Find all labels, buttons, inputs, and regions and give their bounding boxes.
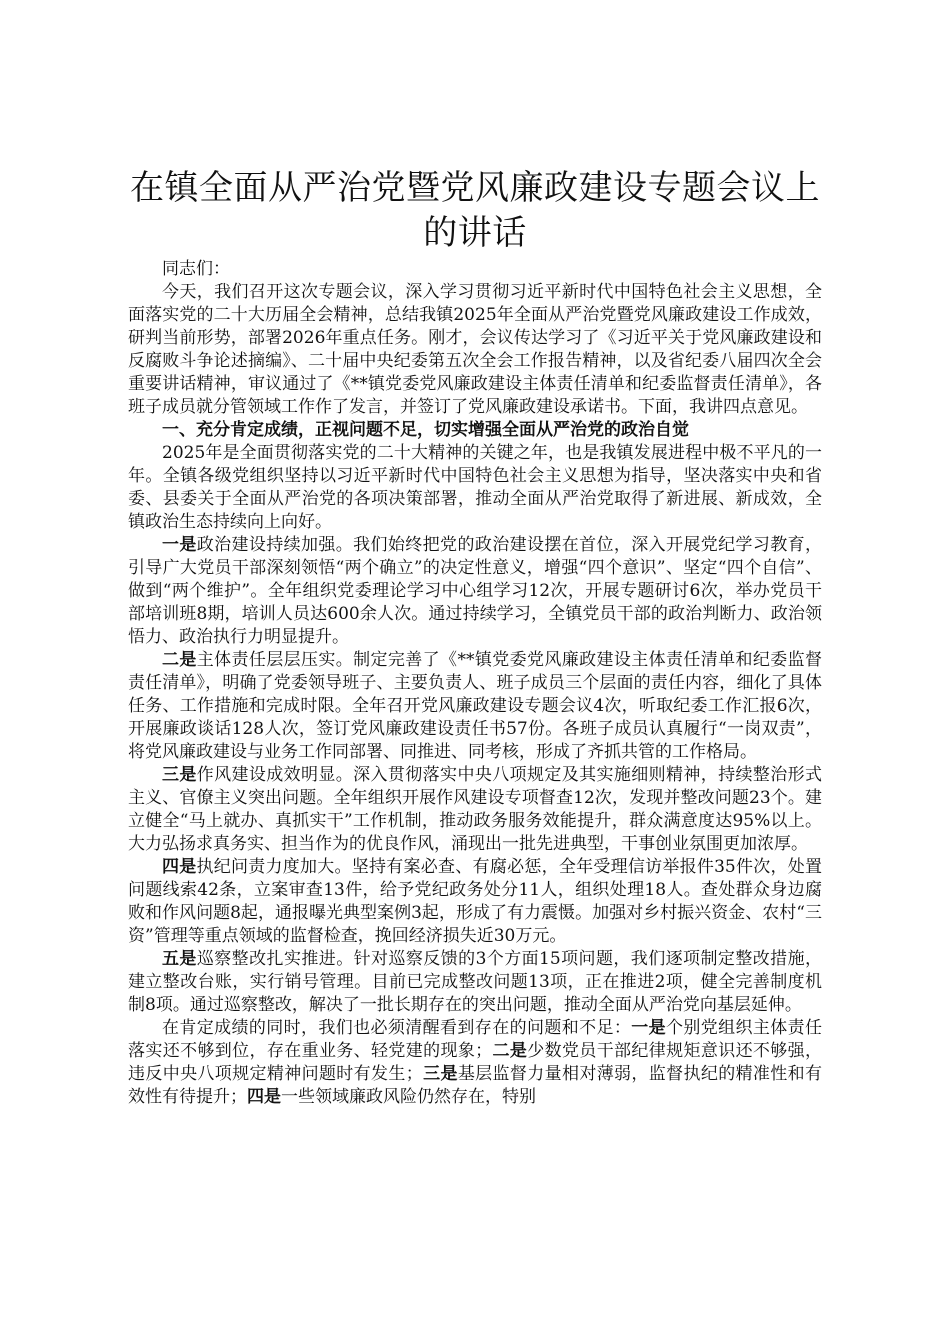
problem-lead: 二是 [492,1041,528,1061]
salutation: 同志们： [162,259,230,279]
section-1-paragraph: 2025年是全面贯彻落实党的二十大精神的关键之年，也是我镇发展进程中极不平凡的一年。全镇各级党组织坚持以习近平新时代中国特色社会主义思想为指导，坚决落实中央和省委、县委关于全面从严治党的各项决策部署，推动全面从严治党取得了新进展、新成效，全镇政治生态持续向上向好。 [128,443,822,532]
achievement-item-4 [128,856,822,948]
item-lead: 二是 [162,650,197,670]
problems-intro: 在肯定成绩的同时，我们也必须清醒看到存在的问题和不足： [162,1018,632,1038]
achievement-item-1 [128,534,822,649]
item-lead: 五是 [162,949,197,969]
achievement-item-2 [128,649,822,764]
item-lead: 三是 [162,765,197,785]
item-text: 作风建设成效明显。深入贯彻落实中央八项规定及其实施细则精神，持续整治形式主义、官僚主义突出问题。全年组织开展作风建设专项督查12次，发现并整改问题23个。建立健全“马上就办、真抓实干”工作机制，推动政务服务效能提升，群众满意度达95%以上。大力弘扬求真务实、担当作为的优良作风，涌现出一批先进典型，干事创业氛围更加浓厚。 [128,765,823,854]
item-lead: 一是 [162,535,197,555]
intro-paragraph: 今天，我们召开这次专题会议，深入学习贯彻习近平新时代中国特色社会主义思想，全面落实党的二十大历届全会精神，总结我镇2025年全面从严治党暨党风廉政建设工作成效，研判当前形势，部署2026年重点任务。刚才，会议传达学习了《习近平关于党风廉政建设和反腐败斗争论述摘编》、二十届中央纪委第五次全会工作报告精神，以及省纪委八届四次全会重要讲话精神，审议通过了《**镇党委党风廉政建设主体责任清单和纪委监督责任清单》，各班子成员就分管领域工作作了发言，并签订了党风廉政建设承诺书。下面，我讲四点意见。 [128,282,822,417]
problems-paragraph [128,1017,822,1109]
achievement-item-5 [128,948,822,1017]
item-text: 巡察整改扎实推进。针对巡察反馈的3个方面15项问题，我们逐项制定整改措施，建立整改台账，实行销号管理。目前已完成整改问题13项，正在推进2项，健全完善制度机制8项。通过巡察整改，解决了一批长期存在的突出问题，推动全面从严治党向基层延伸。 [128,949,822,1015]
problem-text: 少数党员干部纪律规矩意识还不够强，违反中央八项规定精神问题时有发生； [128,1041,823,1084]
problem-lead: 三是 [422,1064,458,1084]
item-text: 执纪问责力度加大。坚持有案必查、有腐必惩，全年受理信访举报件35件次，处置问题线索42条，立案审查13件，给予党纪政务处分11人，组织处理18人。查处群众身边腐败和作风问题8起，通报曝光典型案例3起，形成了有力震慑。加强对乡村振兴资金、农村“三资”管理等重点领域的监督检查，挽回经济损失近30万元。 [128,857,822,946]
item-text: 主体责任层层压实。制定完善了《**镇党委党风廉政建设主体责任清单和纪委监督责任清单》，明确了党委领导班子、主要负责人、班子成员三个层面的责任内容，细化了具体任务、工作措施和完成时限。全年召开党风廉政建设专题会议4次，听取纪委工作汇报6次，开展廉政谈话128人次，签订党风廉政建设责任书57份。各班子成员认真履行“一岗双责”，将党风廉政建设与业务工作同部署、同推进、同考核，形成了齐抓共管的工作格局。 [128,650,823,762]
document-title: 在镇全面从严治党暨党风廉政建设专题会议上的讲话 [130,168,820,253]
section-1-heading: 一、充分肯定成绩，正视问题不足，切实增强全面从严治党的政治自觉 [162,420,689,440]
achievement-item-3 [128,764,822,856]
problem-lead: 一是 [631,1018,666,1038]
problem-text: 个别党组织主体责任落实还不够到位，存在重业务、轻党建的现象； [128,1018,823,1061]
problem-text: 一些领域廉政风险仍然存在，特别 [281,1087,536,1107]
item-lead: 四是 [162,857,197,877]
problem-lead: 四是 [247,1087,281,1107]
item-text: 政治建设持续加强。我们始终把党的政治建设摆在首位，深入开展党纪学习教育，引导广大党员干部深刻领悟“两个确立”的决定性意义，增强“四个意识”、坚定“四个自信”、做到“两个维护”。全年组织党委理论学习中心组学习12次，开展专题研讨6次，举办党员干部培训班8期，培训人员达600余人次。通过持续学习，全镇党员干部的政治判断力、政治领悟力、政治执行力明显提升。 [128,535,823,647]
document-page [128,166,822,1109]
problem-text: 基层监督力量相对薄弱，监督执纪的精准性和有效性有待提升； [128,1064,823,1107]
